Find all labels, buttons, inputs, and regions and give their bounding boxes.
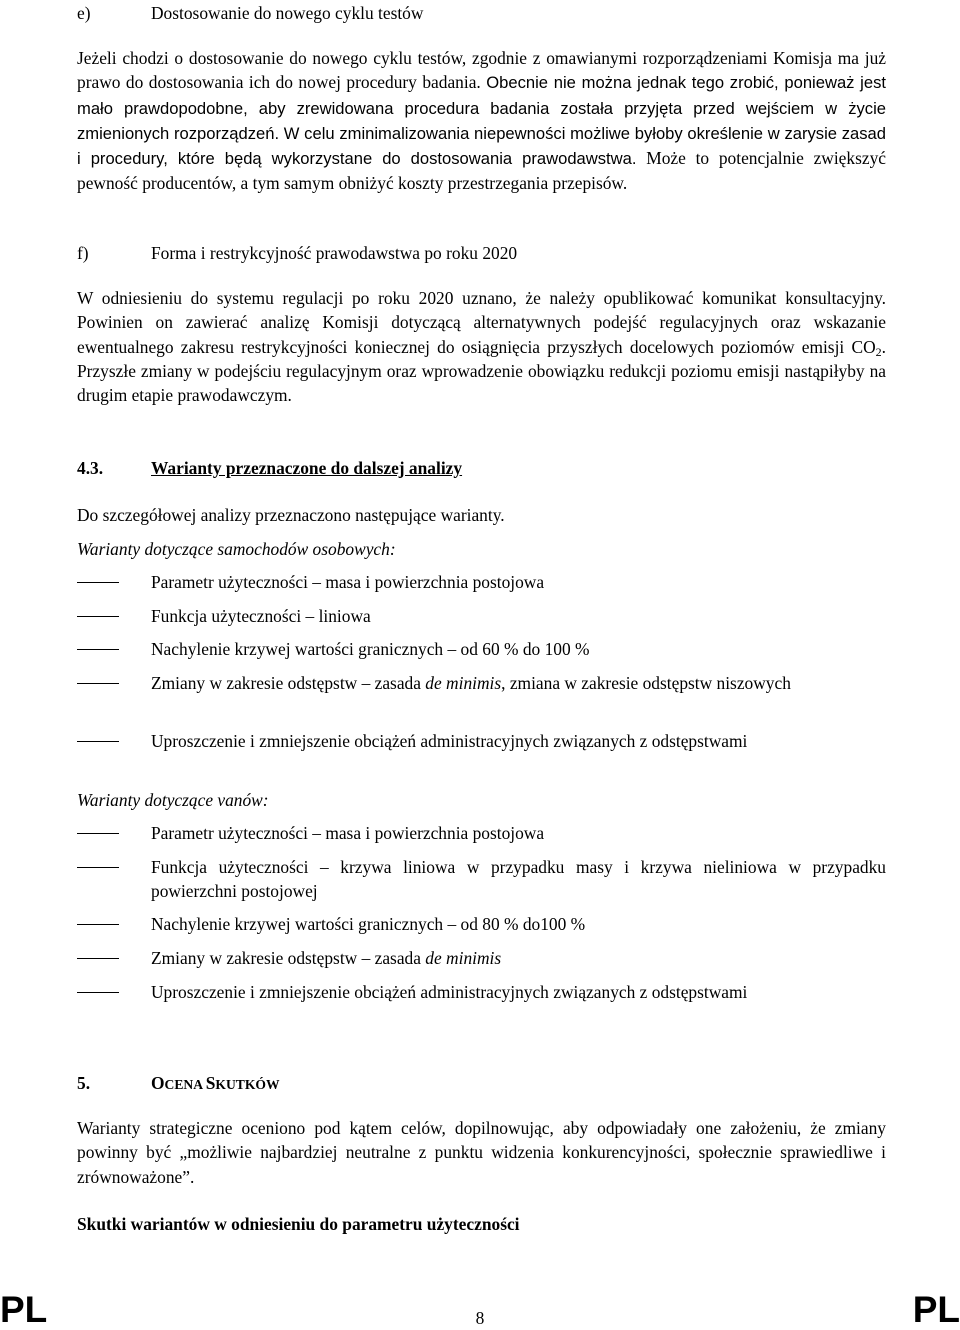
- vans-option-3: [77, 912, 886, 936]
- dash-bullet: [77, 683, 119, 684]
- section-f-text-2a: Powinien on zawierać analizę Komisji dotyczącą alternatywnych podejść regulacyjnych oraz wskazanie ewentualnego zakresu restrykcyjności koniecznej do osiągnięcia przyszłych docelowych poziomów emisji CO: [77, 312, 886, 357]
- title-cap: O: [151, 1073, 165, 1093]
- section-f-paragraph: [77, 286, 886, 407]
- option-text-post: , zmiana w zakresie odstępstw niszowych: [501, 673, 791, 693]
- vans-option-1: [77, 821, 886, 845]
- section-5-number: 5.: [77, 1073, 91, 1093]
- cars-option-3: [77, 637, 886, 661]
- dash-bullet: [77, 582, 119, 583]
- section-e-text-1: Jeżeli chodzi o dostosowanie do nowego cyklu testów, zgodnie z omawianymi rozporządzeniami Komisja ma już prawo do dostosowania ich do nowej procedury badania.: [77, 48, 886, 93]
- footer-page-number: 8: [475, 1308, 485, 1328]
- option-text: Parametr użyteczności – masa i powierzchnia postojowa: [151, 823, 545, 843]
- option-text-italic: de minimis: [425, 948, 502, 968]
- vans-option-2: [77, 855, 886, 904]
- section-e-label: e): [77, 3, 91, 23]
- co2-subscript: 2: [875, 344, 882, 359]
- dash-bullet: [77, 958, 119, 959]
- dash-bullet: [77, 992, 119, 993]
- section-e-title: Dostosowanie do nowego cyklu testów: [151, 3, 424, 23]
- cars-option-5: [77, 729, 886, 753]
- section-5-bold-heading: Skutki wariantów w odniesieniu do parametru użyteczności: [77, 1214, 520, 1234]
- option-text: Uproszczenie i zmniejszenie obciążeń administracyjnych związanych z odstępstwami: [151, 731, 748, 751]
- option-text: Funkcja użyteczności – krzywa liniowa w przypadku masy i krzywa nieliniowa w przypadku powierzchni postojowej: [151, 857, 886, 902]
- title-cap: S: [205, 1073, 216, 1093]
- option-text-italic: de minimis: [425, 673, 502, 693]
- section-4-3-intro: Do szczegółowej analizy przeznaczono następujące warianty.: [77, 505, 505, 525]
- footer-language-right: PL: [912, 1289, 960, 1330]
- cars-option-4: [77, 671, 886, 695]
- section-5-title: [151, 1071, 280, 1097]
- option-text: [151, 671, 886, 695]
- section-4-3-title: Warianty przeznaczone do dalszej analizy: [151, 458, 463, 478]
- option-text: Parametr użyteczności – masa i powierzchnia postojowa: [151, 572, 545, 592]
- vans-heading: Warianty dotyczące vanów:: [77, 790, 269, 810]
- option-text: Nachylenie krzywej wartości granicznych – od 80 % do100 %: [151, 914, 586, 934]
- section-5-paragraph: Warianty strategiczne oceniono pod kątem celów, dopilnowując, aby odpowiadały one założeniu, że zmiany powinny być „możliwie najbardziej neutralne z punktu widzenia konkurencyjności, społecznie sprawiedliwe i zrównoważone”.: [77, 1118, 886, 1187]
- cars-option-2: [77, 604, 886, 628]
- option-text: Funkcja użyteczności – liniowa: [151, 606, 371, 626]
- dash-bullet: [77, 616, 119, 617]
- option-text: [151, 946, 886, 970]
- dash-bullet: [77, 924, 119, 925]
- option-text: Nachylenie krzywej wartości granicznych – od 60 % do 100 %: [151, 639, 590, 659]
- cars-heading: Warianty dotyczące samochodów osobowych:: [77, 539, 396, 559]
- section-f-text-1: W odniesieniu do systemu regulacji po roku 2020 uznano, że należy opublikować komunikat konsultacyjny.: [77, 288, 886, 308]
- option-text-pre: Zmiany w zakresie odstępstw – zasada: [151, 948, 426, 968]
- dash-bullet: [77, 833, 119, 834]
- section-f-title: Forma i restrykcyjność prawodawstwa po roku 2020: [151, 243, 518, 263]
- section-4-3-number: 4.3.: [77, 458, 104, 478]
- title-smallcaps: CENA: [164, 1077, 206, 1092]
- vans-option-4: [77, 946, 886, 970]
- footer-language-left: PL: [0, 1289, 48, 1330]
- dash-bullet: [77, 867, 119, 868]
- dash-bullet: [77, 649, 119, 650]
- dash-bullet: [77, 741, 119, 742]
- option-text-pre: Zmiany w zakresie odstępstw – zasada: [151, 673, 426, 693]
- section-e-text-3: Może to potencjalnie zwiększyć pewność producentów, a tym samym obniżyć koszty przestrzegania przepisów.: [77, 148, 886, 194]
- title-smallcaps: KUTKÓW: [215, 1077, 280, 1092]
- cars-option-1: [77, 570, 886, 594]
- section-f-text-2b: . Przyszłe zmiany w podejściu regulacyjnym oraz wprowadzenie obowiązku redukcji poziomu emisji nastąpiłyby na drugim etapie prawodawczym.: [77, 336, 886, 406]
- section-f-label: f): [77, 243, 89, 263]
- vans-option-5: [77, 980, 886, 1004]
- section-e-text-2: Obecnie nie można jednak tego zrobić, ponieważ jest mało prawdopodobne, aby zrewidowana procedura badania została przyjęta przed wejściem w życie zmienionych rozporządzeń. W celu zminimalizowania niepewności możliwe byłoby określenie w zarysie zasad i procedury, które będą wykorzystane do dostosowania prawodawstwa.: [77, 73, 887, 169]
- option-text: Uproszczenie i zmniejszenie obciążeń administracyjnych związanych z odstępstwami: [151, 982, 748, 1002]
- section-e-paragraph: [77, 46, 886, 196]
